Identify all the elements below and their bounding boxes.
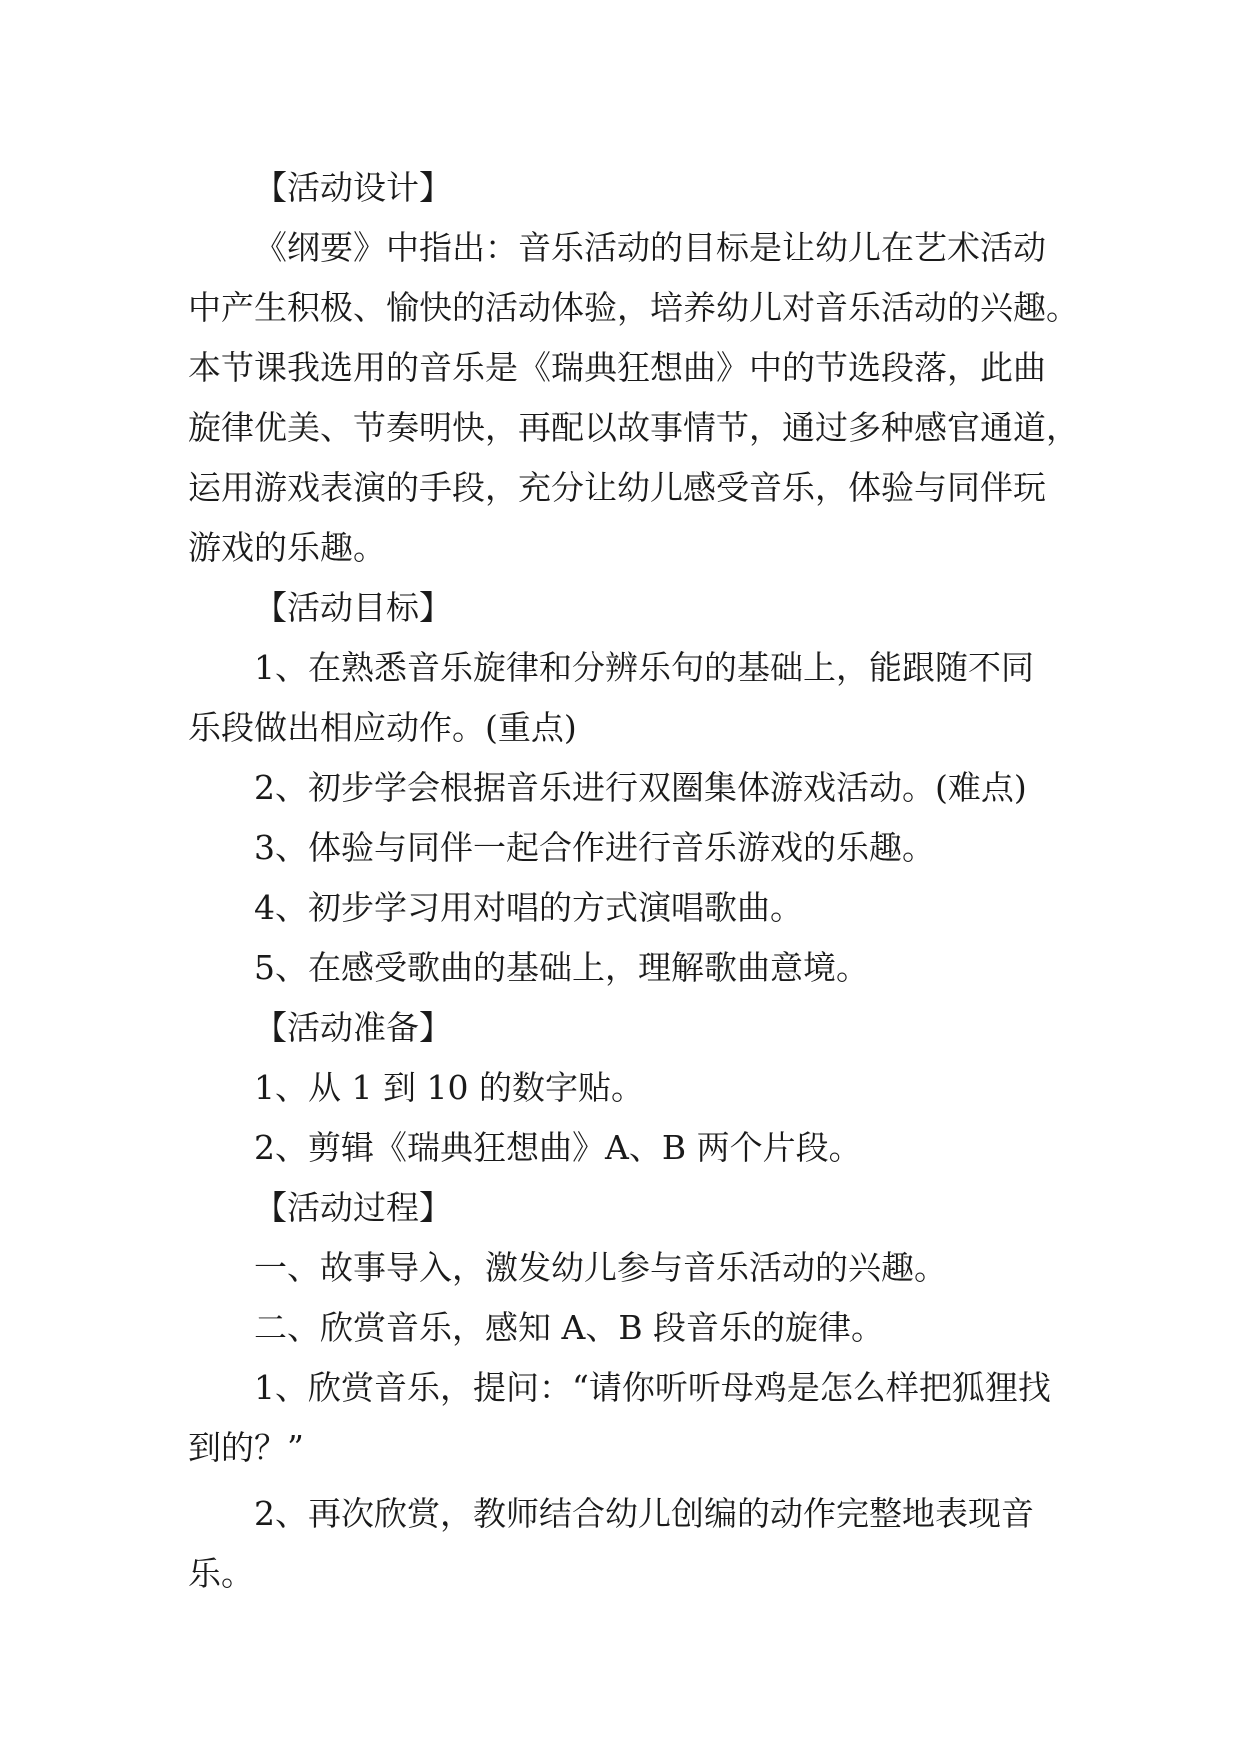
section-heading-goals: 【活动目标】 [254,588,452,627]
process-substep-1: 1、欣赏音乐，提问：“请你听听母鸡是怎么样把狐狸找 [254,1368,1051,1407]
section-heading-process: 【活动过程】 [254,1188,452,1227]
preparation-item-1: 1、从 1 到 10 的数字贴。 [254,1068,644,1107]
process-substep-2-continued: 乐。 [188,1554,254,1593]
process-substep-1-continued: 到的？” [188,1428,304,1467]
process-step-2: 二、欣赏音乐，感知 A、B 段音乐的旋律。 [254,1308,885,1347]
goal-item-1-continued: 乐段做出相应动作。(重点) [188,708,577,747]
section-heading-preparation: 【活动准备】 [254,1008,452,1047]
design-paragraph-line: 本节课我选用的音乐是《瑞典狂想曲》中的节选段落，此曲 [188,348,1046,387]
design-paragraph-line: 游戏的乐趣。 [188,528,386,567]
goal-item-3: 3、体验与同伴一起合作进行音乐游戏的乐趣。 [254,828,935,867]
design-paragraph-line: 运用游戏表演的手段，充分让幼儿感受音乐，体验与同伴玩 [188,468,1046,507]
design-paragraph-line: 中产生积极、愉快的活动体验，培养幼儿对音乐活动的兴趣。 [188,288,1079,327]
section-heading-design: 【活动设计】 [254,168,452,207]
goal-item-2: 2、初步学会根据音乐进行双圈集体游戏活动。(难点) [254,768,1027,807]
process-step-1: 一、故事导入，激发幼儿参与音乐活动的兴趣。 [254,1248,947,1287]
goal-item-4: 4、初步学习用对唱的方式演唱歌曲。 [254,888,803,927]
design-paragraph-line: 《纲要》中指出：音乐活动的目标是让幼儿在艺术活动 [254,228,1046,267]
process-substep-2: 2、再次欣赏，教师结合幼儿创编的动作完整地表现音 [254,1494,1034,1533]
design-paragraph-line: 旋律优美、节奏明快，再配以故事情节，通过多种感官通道， [188,408,1079,447]
goal-item-1: 1、在熟悉音乐旋律和分辨乐句的基础上，能跟随不同 [254,648,1034,687]
preparation-item-2: 2、剪辑《瑞典狂想曲》A、B 两个片段。 [254,1128,862,1167]
goal-item-5: 5、在感受歌曲的基础上，理解歌曲意境。 [254,948,869,987]
document-body [188,158,1079,1604]
